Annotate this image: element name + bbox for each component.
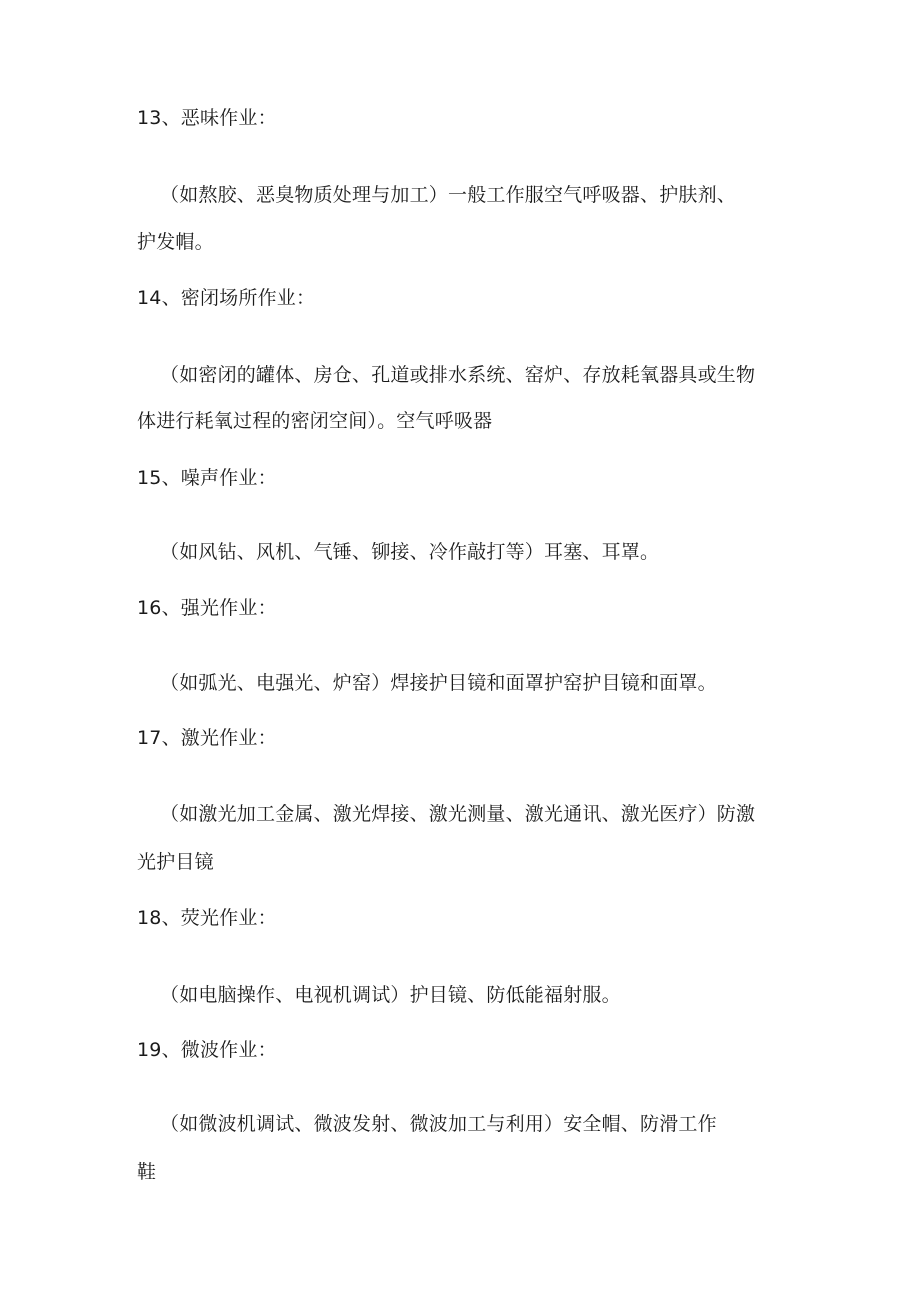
- item-19-line-1: （如微波机调试、微波发射、微波加工与利用）安全帽、防滑工作: [160, 1113, 717, 1135]
- item-13-heading: 13、恶味作业：: [137, 107, 277, 129]
- item-18-heading: 18、荧光作业：: [137, 907, 277, 929]
- item-13-line-1: （如熬胶、恶臭物质处理与加工）一般工作服空气呼吸器、护肤剂、: [160, 184, 737, 206]
- item-19-heading: 19、微波作业：: [137, 1039, 277, 1061]
- item-16-line-1: （如弧光、电强光、炉窑）焊接护目镜和面罩护窑护目镜和面罩。: [160, 672, 717, 694]
- item-14-heading: 14、密闭场所作业：: [137, 287, 316, 309]
- item-15-heading: 15、噪声作业：: [137, 467, 277, 489]
- item-19-line-2: 鞋: [137, 1161, 157, 1183]
- item-13-line-2: 护发帽。: [137, 231, 214, 253]
- item-17-line-1: （如激光加工金属、激光焊接、激光测量、激光通讯、激光医疗）防激: [160, 803, 756, 825]
- item-17-heading: 17、激光作业：: [137, 727, 277, 749]
- item-14-line-2: 体进行耗氧过程的密闭空间）。空气呼吸器: [137, 410, 493, 432]
- item-17-line-2: 光护目镜: [137, 851, 214, 873]
- item-14-line-1: （如密闭的罐体、房仓、孔道或排水系统、窑炉、存放耗氧器具或生物: [160, 364, 756, 386]
- item-15-line-1: （如风钻、风机、气锤、铆接、冷作敲打等）耳塞、耳罩。: [160, 541, 660, 563]
- item-16-heading: 16、强光作业：: [137, 597, 277, 619]
- item-18-line-1: （如电脑操作、电视机调试）护目镜、防低能福射服。: [160, 984, 621, 1006]
